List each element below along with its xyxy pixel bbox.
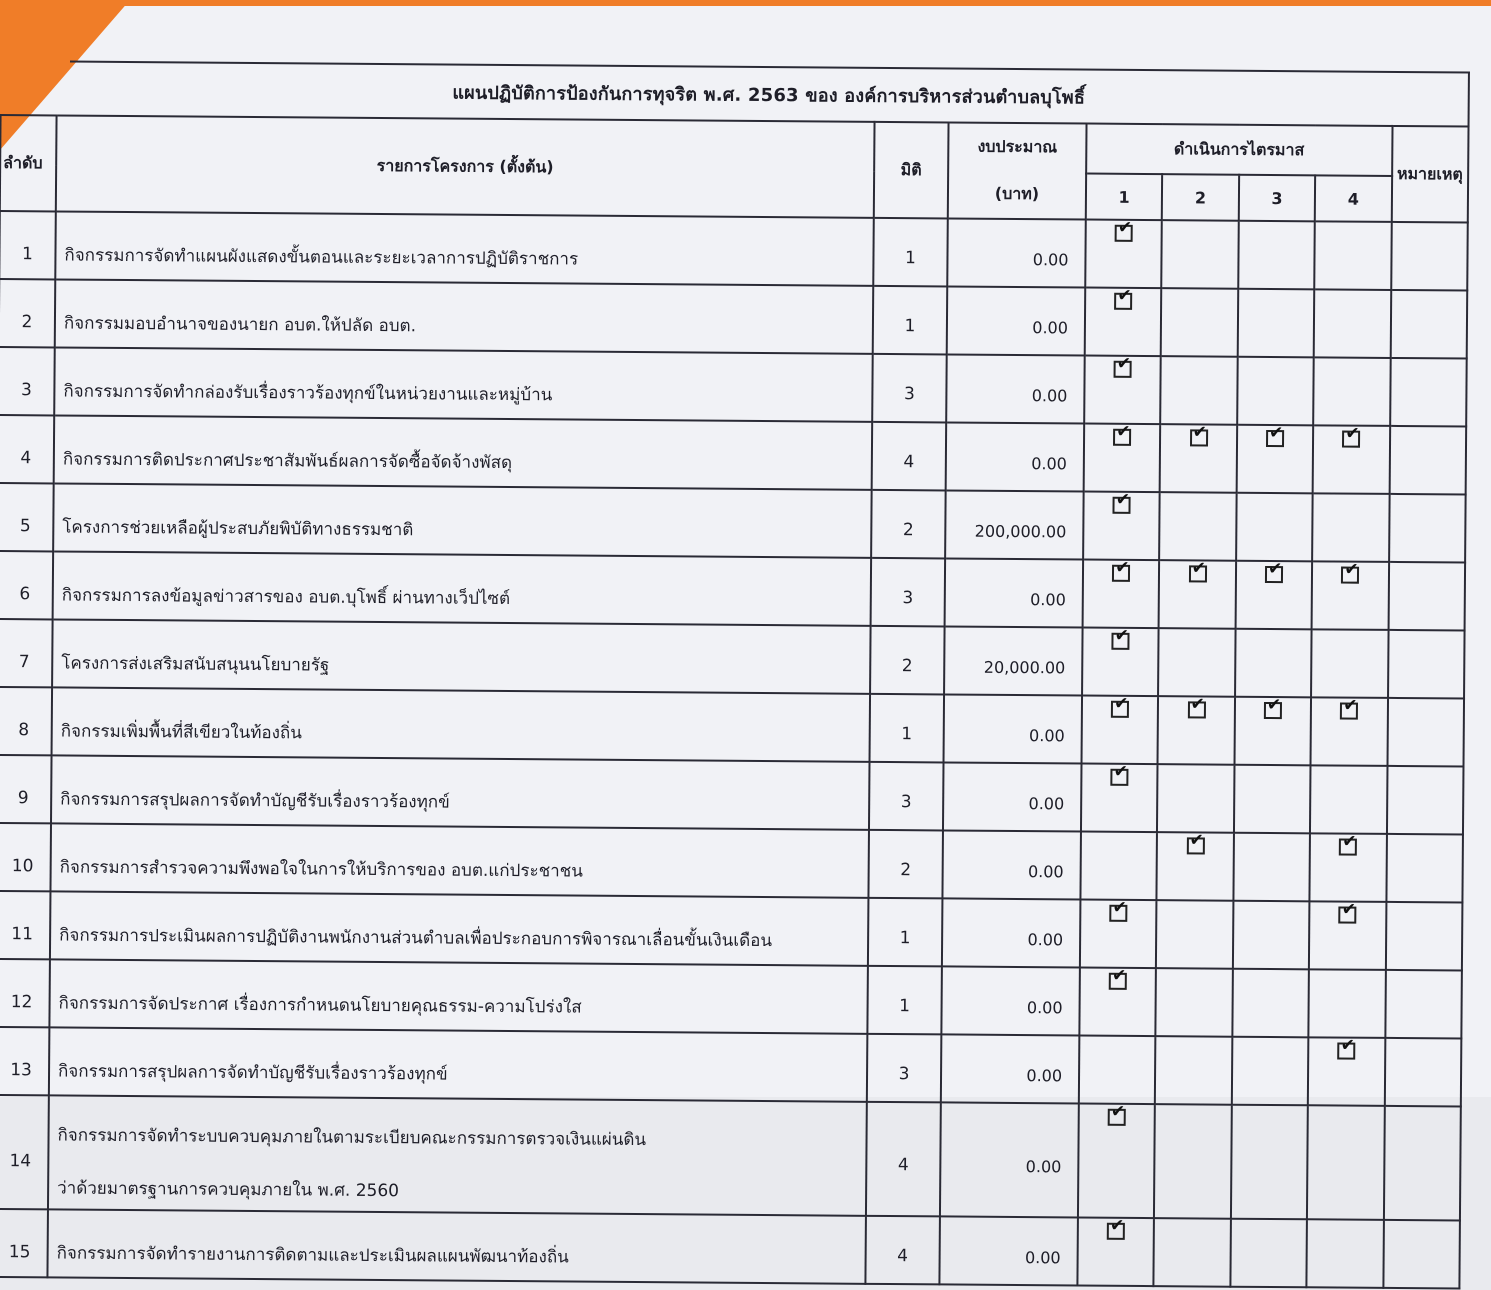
dimension-cell: 4 <box>865 1216 940 1285</box>
quarter-3-cell <box>1234 697 1311 766</box>
quarter-3-cell <box>1237 357 1314 426</box>
dimension-cell: 1 <box>867 966 942 1035</box>
header-budget-line1: งบประมาณ <box>977 136 1058 157</box>
row-number: 12 <box>0 959 50 1027</box>
quarter-3-cell <box>1235 561 1312 630</box>
project-name <box>54 347 873 421</box>
header-budget <box>948 122 1087 219</box>
quarter-4-cell <box>1307 1219 1384 1288</box>
table-row <box>0 891 1462 971</box>
budget-cell: 200,000.00 <box>945 490 1084 559</box>
project-name-text: กิจกรรมการจัดประกาศ เรื่องการกำหนดนโยบายคุณธรรม-ความโปร่งใส <box>58 992 582 1018</box>
quarter-3-cell <box>1235 629 1312 698</box>
quarter-3-cell <box>1232 1037 1309 1106</box>
budget-cell: 0.00 <box>940 1102 1079 1217</box>
dimension-cell: 3 <box>867 1034 942 1103</box>
quarter-3-cell <box>1238 221 1315 290</box>
project-name <box>52 687 871 761</box>
checkbox-checked-icon <box>1114 361 1132 378</box>
project-name <box>49 959 868 1033</box>
table-row <box>0 619 1465 699</box>
quarter-2-cell <box>1161 288 1238 357</box>
row-number: 13 <box>0 1027 49 1095</box>
quarter-1-cell <box>1084 424 1161 493</box>
table-header-row <box>0 115 1468 177</box>
quarter-4-cell <box>1312 561 1389 630</box>
checkbox-checked-icon <box>1190 429 1208 446</box>
dimension-cell: 2 <box>868 830 943 899</box>
quarter-4-cell <box>1313 425 1390 494</box>
row-number: 5 <box>0 483 54 551</box>
table-row <box>0 823 1463 903</box>
quarter-1-cell <box>1078 1104 1155 1219</box>
quarter-4-cell <box>1311 629 1388 698</box>
dimension-cell: 1 <box>873 286 948 355</box>
checkbox-checked-icon <box>1186 837 1204 854</box>
quarter-1-cell <box>1082 696 1159 765</box>
budget-cell: 0.00 <box>942 898 1081 967</box>
checkbox-checked-icon <box>1113 429 1131 446</box>
project-name-text: กิจกรรมการจัดทำแผนผังแสดงขั้นตอนและระยะเวลาการปฏิบัติราชการ <box>64 245 579 270</box>
row-number: 7 <box>0 619 53 687</box>
checkbox-checked-icon <box>1266 430 1284 447</box>
remark-cell <box>1383 1106 1460 1221</box>
dimension-cell: 3 <box>869 762 944 831</box>
dimension-cell: 1 <box>868 898 943 967</box>
remark-cell <box>1389 426 1466 495</box>
quarter-1-cell <box>1083 560 1160 629</box>
quarter-4-cell <box>1311 697 1388 766</box>
quarter-3-cell <box>1231 1105 1308 1220</box>
quarter-2-cell <box>1156 968 1233 1037</box>
quarter-4-cell <box>1310 765 1387 834</box>
project-name-text: กิจกรรมการประเมินผลการปฏิบัติงานพนักงานส่วนตำบลเพื่อประกอบการพิจารณาเลื่อนขั้นเงินเดือน <box>59 924 773 951</box>
project-name <box>53 551 872 625</box>
row-number: 10 <box>0 823 51 891</box>
project-name-text: โครงการช่วยเหลือผู้ประสบภัยพิบัติทางธรรมชาติ <box>62 517 414 540</box>
dimension-cell: 1 <box>870 694 945 763</box>
remark-cell <box>1390 290 1467 359</box>
checkbox-checked-icon <box>1338 1043 1356 1060</box>
budget-cell: 0.00 <box>941 1034 1080 1103</box>
dimension-cell: 4 <box>866 1102 941 1217</box>
remark-cell <box>1386 834 1463 903</box>
header-dimension: มิติ <box>874 122 949 219</box>
table-row <box>0 415 1466 495</box>
budget-cell: 0.00 <box>945 558 1084 627</box>
quarter-2-cell <box>1159 492 1236 561</box>
quarter-1-cell <box>1083 492 1160 561</box>
table-row <box>0 347 1467 427</box>
quarter-1-cell <box>1079 1036 1156 1105</box>
header-order: ลำดับ <box>0 115 57 211</box>
quarter-2-cell <box>1158 628 1235 697</box>
quarter-1-cell <box>1085 220 1162 289</box>
quarter-1-cell <box>1085 288 1162 357</box>
quarter-4-cell <box>1307 1105 1384 1220</box>
remark-cell <box>1387 766 1464 835</box>
quarter-2-cell <box>1162 220 1239 289</box>
dimension-cell: 3 <box>871 558 946 627</box>
checkbox-checked-icon <box>1189 565 1207 582</box>
table-body <box>0 211 1468 1288</box>
project-name-text: กิจกรรมการสรุปผลการจัดทำบัญชีรับเรื่องราวร้องทุกข์ <box>60 788 450 813</box>
row-number: 2 <box>0 279 55 347</box>
budget-cell: 0.00 <box>943 762 1082 831</box>
table-row <box>0 1027 1461 1107</box>
dimension-cell: 4 <box>872 422 947 491</box>
quarter-4-cell <box>1313 357 1390 426</box>
budget-cell: 0.00 <box>941 966 1080 1035</box>
quarter-1-cell <box>1079 968 1156 1037</box>
checkbox-checked-icon <box>1187 701 1205 718</box>
checkbox-checked-icon <box>1340 703 1358 720</box>
dimension-cell: 2 <box>870 626 945 695</box>
header-q1: 1 <box>1086 174 1163 221</box>
remark-cell <box>1384 1038 1461 1107</box>
checkbox-checked-icon <box>1265 566 1283 583</box>
table-row <box>0 755 1463 835</box>
project-name-text: กิจกรรมการติดประกาศประชาสัมพันธ์ผลการจัดซื้อจัดจ้างพัสดุ <box>62 449 513 473</box>
project-name-text: กิจกรรมการจัดทำรายงานการติดตามและประเมินผลแผนพัฒนาท้องถิ่น <box>56 1242 569 1268</box>
project-name <box>48 1095 867 1215</box>
checkbox-checked-icon <box>1112 633 1130 650</box>
table-row <box>0 1209 1460 1289</box>
quarter-2-cell <box>1161 356 1238 425</box>
budget-cell: 0.00 <box>942 830 1081 899</box>
row-number: 4 <box>0 415 54 483</box>
project-name <box>47 1209 866 1283</box>
table-row <box>0 687 1464 767</box>
quarter-2-cell <box>1156 900 1233 969</box>
remark-cell <box>1390 358 1467 427</box>
project-name <box>53 483 872 557</box>
budget-cell: 0.00 <box>946 422 1085 491</box>
plan-document <box>0 60 1470 1290</box>
quarter-3-cell <box>1230 1219 1307 1288</box>
dimension-cell: 1 <box>873 218 948 287</box>
quarter-1-cell <box>1080 900 1157 969</box>
remark-cell <box>1385 902 1462 971</box>
quarter-1-cell <box>1077 1218 1154 1287</box>
project-name-text: กิจกรรมการสำรวจความพึงพอใจในการให้บริการของ อบต.แก่ประชาชน <box>59 856 583 882</box>
header-project: รายการโครงการ (ตั้งต้น) <box>56 115 875 217</box>
budget-cell: 20,000.00 <box>944 626 1083 695</box>
quarter-3-cell <box>1233 901 1310 970</box>
project-name-text: กิจกรรมการจัดทำระบบควบคุมภายในตามระเบียบคณะกรรมการตรวจเงินแผ่นดิน <box>57 1125 647 1151</box>
row-number: 8 <box>0 687 52 755</box>
header-q3: 3 <box>1239 175 1316 222</box>
quarter-2-cell <box>1158 696 1235 765</box>
document-title: แผนปฏิบัติการป้องกันการทุจริต พ.ศ. 2563 ของ องค์การบริหารส่วนตำบลบุโพธิ์ <box>70 61 1470 126</box>
remark-cell <box>1388 630 1465 699</box>
quarter-2-cell <box>1154 1218 1231 1287</box>
row-number: 1 <box>0 211 56 279</box>
quarter-3-cell <box>1232 969 1309 1038</box>
project-name-text: กิจกรรมมอบอำนาจของนายก อบต.ให้ปลัด อบต. <box>63 313 417 336</box>
budget-cell: 0.00 <box>947 286 1086 355</box>
table-row <box>0 1095 1461 1221</box>
quarter-4-cell <box>1314 221 1391 290</box>
quarter-2-cell <box>1154 1104 1231 1219</box>
row-number: 15 <box>0 1209 48 1277</box>
quarter-2-cell <box>1157 832 1234 901</box>
checkbox-checked-icon <box>1108 1109 1126 1126</box>
checkbox-checked-icon <box>1339 907 1357 924</box>
project-name-text: กิจกรรมการจัดทำกล่องรับเรื่องราวร้องทุกข์ในหน่วยงานและหมู่บ้าน <box>63 381 553 405</box>
table-row <box>0 211 1468 291</box>
project-name-text: โครงการส่งเสริมสนับสนุนนโยบายรัฐ <box>61 653 330 676</box>
quarter-4-cell <box>1310 833 1387 902</box>
checkbox-checked-icon <box>1339 839 1357 856</box>
checkbox-checked-icon <box>1113 497 1131 514</box>
checkbox-checked-icon <box>1107 1223 1125 1240</box>
remark-cell <box>1385 970 1462 1039</box>
checkbox-checked-icon <box>1109 973 1127 990</box>
project-name <box>55 279 874 353</box>
quarter-3-cell <box>1234 765 1311 834</box>
budget-cell: 0.00 <box>947 218 1086 287</box>
project-name <box>50 823 869 897</box>
project-name-text: กิจกรรมการลงข้อมูลข่าวสารของ อบต.บุโพธิ์ ผ่านทางเว็ปไซต์ <box>61 585 511 609</box>
header-remark: หมายเหตุ <box>1391 126 1468 223</box>
quarter-4-cell <box>1308 1037 1385 1106</box>
table-row <box>0 959 1462 1039</box>
checkbox-checked-icon <box>1115 225 1133 242</box>
quarter-4-cell <box>1312 493 1389 562</box>
checkbox-checked-icon <box>1342 431 1360 448</box>
dimension-cell: 2 <box>871 490 946 559</box>
checkbox-checked-icon <box>1341 567 1359 584</box>
quarter-2-cell <box>1159 560 1236 629</box>
checkbox-checked-icon <box>1112 565 1130 582</box>
row-number: 9 <box>0 755 52 823</box>
project-name <box>50 891 869 965</box>
header-quarter: ดำเนินการไตรมาส <box>1086 124 1392 176</box>
checkbox-checked-icon <box>1264 702 1282 719</box>
table-row <box>0 551 1465 631</box>
project-name <box>55 211 874 285</box>
checkbox-checked-icon <box>1114 293 1132 310</box>
dimension-cell: 3 <box>872 354 947 423</box>
header-budget-line2: (บาท) <box>994 183 1040 204</box>
quarter-1-cell <box>1082 628 1159 697</box>
row-number: 14 <box>0 1095 49 1209</box>
budget-cell: 0.00 <box>939 1216 1078 1285</box>
quarter-2-cell <box>1157 764 1234 833</box>
quarter-3-cell <box>1237 289 1314 358</box>
quarter-3-cell <box>1236 493 1313 562</box>
quarter-1-cell <box>1080 832 1157 901</box>
quarter-3-cell <box>1233 833 1310 902</box>
remark-cell <box>1391 222 1468 291</box>
project-name <box>51 755 870 829</box>
quarter-4-cell <box>1309 901 1386 970</box>
row-number: 6 <box>0 551 53 619</box>
quarter-4-cell <box>1309 969 1386 1038</box>
row-number: 11 <box>0 891 50 959</box>
budget-cell: 0.00 <box>946 354 1085 423</box>
table-row <box>0 483 1466 563</box>
quarter-3-cell <box>1236 425 1313 494</box>
remark-cell <box>1387 698 1464 767</box>
checkbox-checked-icon <box>1111 701 1129 718</box>
plan-table <box>0 114 1470 1290</box>
row-number: 3 <box>0 347 55 415</box>
header-q4: 4 <box>1315 175 1392 222</box>
table-row <box>0 279 1467 359</box>
project-name-line2: ว่าด้วยมาตรฐานการควบคุมภายใน พ.ศ. 2560 <box>57 1178 400 1202</box>
quarter-2-cell <box>1160 424 1237 493</box>
project-name <box>49 1027 868 1101</box>
remark-cell <box>1383 1220 1460 1289</box>
project-name <box>52 619 871 693</box>
remark-cell <box>1389 494 1466 563</box>
project-name-text: กิจกรรมเพิ่มพื้นที่สีเขียวในท้องถิ่น <box>60 720 302 743</box>
quarter-4-cell <box>1314 289 1391 358</box>
budget-cell: 0.00 <box>944 694 1083 763</box>
project-name <box>54 415 873 489</box>
remark-cell <box>1388 562 1465 631</box>
quarter-1-cell <box>1081 764 1158 833</box>
checkbox-checked-icon <box>1111 769 1129 786</box>
quarter-2-cell <box>1155 1036 1232 1105</box>
project-name-text: กิจกรรมการสรุปผลการจัดทำบัญชีรับเรื่องราวร้องทุกข์ <box>57 1060 448 1085</box>
quarter-1-cell <box>1084 356 1161 425</box>
header-q2: 2 <box>1162 174 1239 221</box>
checkbox-checked-icon <box>1109 905 1127 922</box>
